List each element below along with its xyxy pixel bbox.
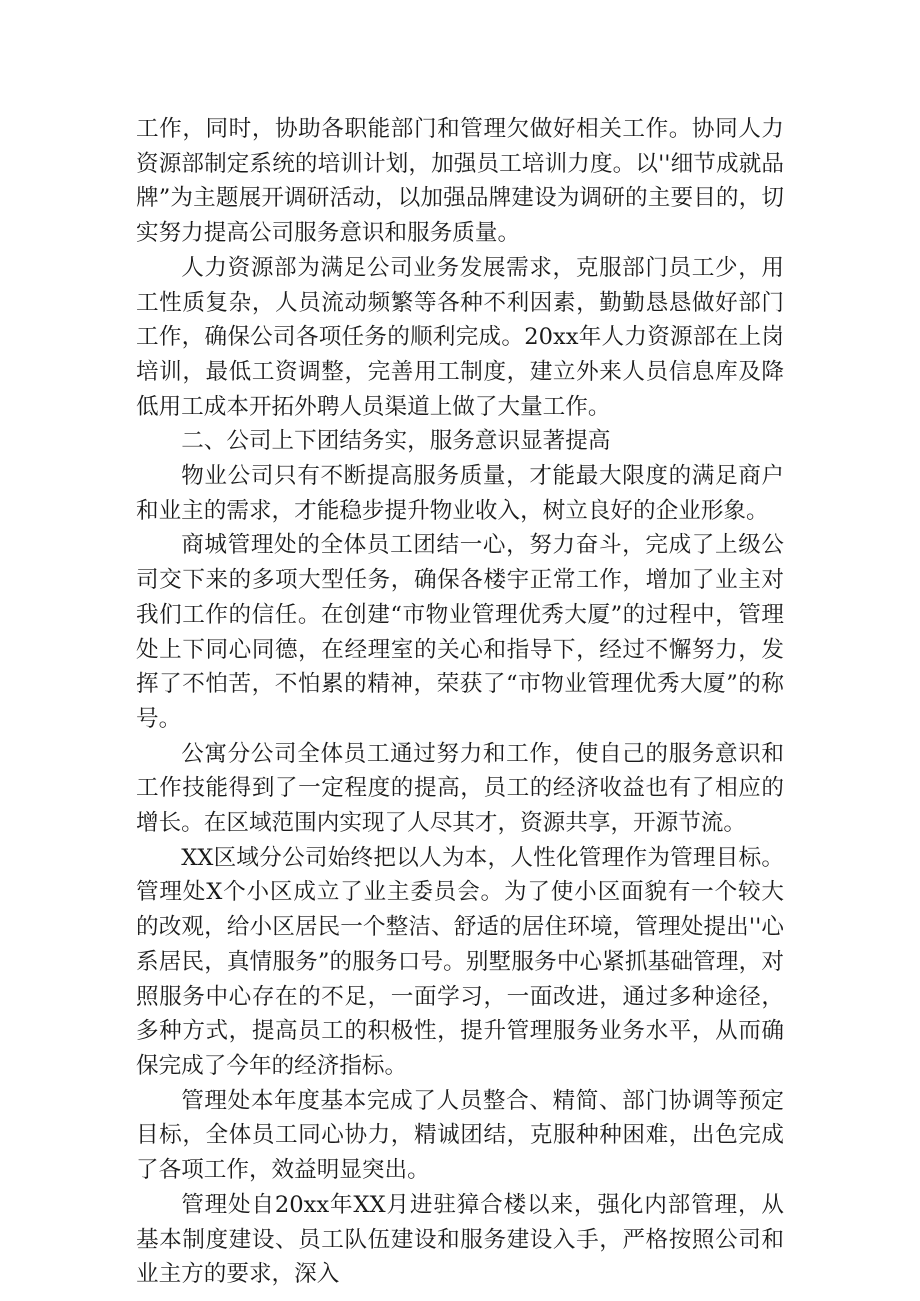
paragraph-1: 工作，同时，协助各职能部门和管理欠做好相关工作。协同人力资源部制定系统的培训计划，加强员工培训力度。以''细节成就品牌”为主题展开调研活动，以加强品牌建设为调研的主要目的，切实努力提高公司服务意识和服务质量。 bbox=[136, 116, 784, 247]
paragraph-3: 物业公司只有不断提高服务质量，才能最大限度的满足商户和业主的需求，才能稳步提升物业收入，树立良好的企业形象。 bbox=[136, 463, 784, 524]
paragraph-2: 人力资源部为满足公司业务发展需求，克服部门员工少，用工性质复杂，人员流动频繁等各种不利因素，勤勤恳恳做好部门工作，确保公司各项任务的顺利完成。20xx年人力资源部在上岗培训，最低工资调整，完善用工制度，建立外来人员信息库及降低用工成本开拓外聘人员渠道上做了大量工作。 bbox=[136, 254, 784, 420]
paragraph-4: 商城管理处的全体员工团结一心，努力奋斗，完成了上级公司交下来的多项大型任务，确保各楼宇正常工作，增加了业主对我们工作的信任。在创建“市物业管理优秀大厦”的过程中，管理处上下同心同德，在经理室的关心和指导下，经过不懈努力，发挥了不怕苦，不怕累的精神，荣获了“市物业管理优秀大厦”的称号。 bbox=[136, 532, 784, 732]
paragraph-6: XX区域分公司始终把以人为本，人性化管理作为管理目标。管理处X个小区成立了业主委员会。为了使小区面貌有一个较大的改观，给小区居民一个整洁、舒适的居住环境，管理处提出''心系居民，真情服务”的服务口号。别墅服务中心紧抓基础管理，对照服务中心存在的不足，一面学习，一面改进，通过多种途径，多种方式，提高员工的积极性，提升管理服务业务水平，从而确保完成了今年的经济指标。 bbox=[136, 844, 784, 1079]
paragraph-8: 管理处自20xx年XX月进驻獐合楼以来，强化内部管理，从基本制度建设、员工队伍建设和服务建设入手，严格按照公司和业主方的要求，深入 bbox=[136, 1191, 784, 1288]
paragraph-5: 公寓分公司全体员工通过努力和工作，使自己的服务意识和工作技能得到了一定程度的提高，员工的经济收益也有了相应的增长。在区域范围内实现了人尽其才，资源共享，开源节流。 bbox=[136, 740, 784, 837]
section-heading: 二、公司上下团结务实，服务意识显著提高 bbox=[181, 428, 611, 455]
paragraph-7: 管理处本年度基本完成了人员整合、精简、部门协调等预定目标，全体员工同心协力，精诚团结，克服种种困难，出色完成了各项工作，效益明显突出。 bbox=[136, 1087, 784, 1184]
document-body bbox=[136, 112, 784, 1292]
